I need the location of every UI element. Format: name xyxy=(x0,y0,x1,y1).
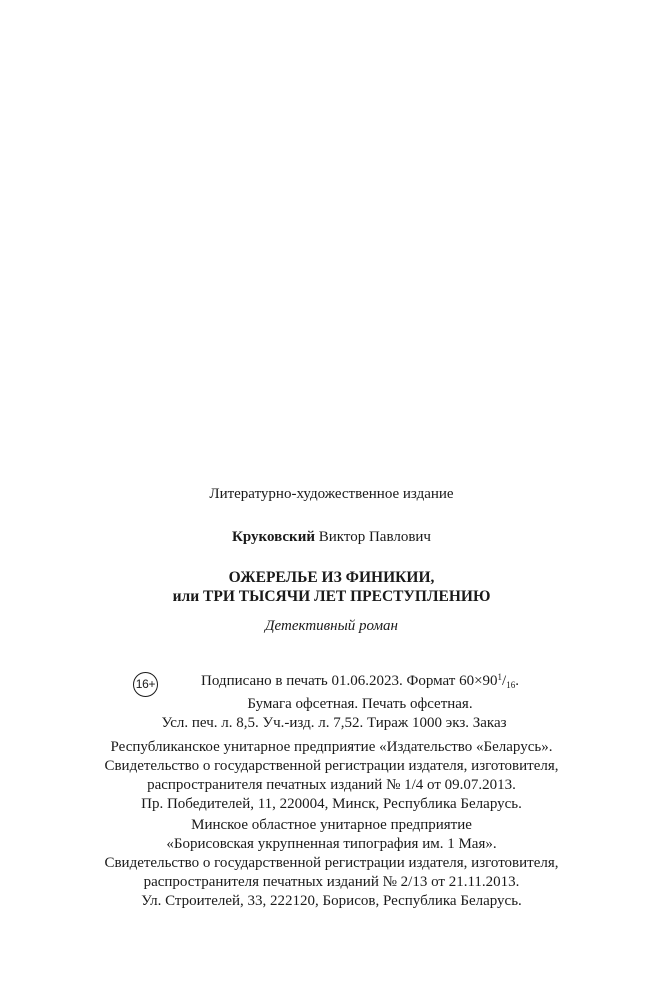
publisher-line-4: Пр. Победителей, 11, 220004, Минск, Республика Беларусь. xyxy=(141,796,522,812)
printer-line-1: Минское областное унитарное предприятие xyxy=(191,817,472,833)
printer-line-2: «Борисовская укрупненная типография им. 1 Мая». xyxy=(166,836,497,852)
printer-info xyxy=(0,816,663,911)
title-line-2: или ТРИ ТЫСЯЧИ ЛЕТ ПРЕСТУПЛЕНИЮ xyxy=(172,588,491,605)
publisher-line-2: Свидетельство о государственной регистрации издателя, изготовителя, xyxy=(104,758,559,774)
format-numerator: 1 xyxy=(497,672,503,682)
genre xyxy=(0,617,663,636)
print-info-line-1: Подписано в печать 01.06.2023. Формат $60\times 90^1/_{16}$. xyxy=(201,672,519,690)
age-rating-badge: 16+ xyxy=(133,672,158,697)
publisher-line-1: Республиканское унитарное предприятие «Издательство «Беларусь». xyxy=(110,739,553,755)
genre-text: Детективный роман xyxy=(265,618,398,634)
print-info-line-2: Бумага офсетная. Печать офсетная. xyxy=(247,696,473,712)
edition-type-text: Литературно-художественное издание xyxy=(209,486,454,502)
printer-line-4: распространителя печатных изданий № 2/13 от 21.11.2013. xyxy=(143,874,520,890)
print-info xyxy=(161,668,550,733)
printer-line-5: Ул. Строителей, 33, 222120, Борисов, Республика Беларусь. xyxy=(141,893,522,909)
print-info-line-3: Усл. печ. л. 8,5. Уч.-изд. л. 7,52. Тираж 1000 экз. Заказ xyxy=(161,715,507,731)
book-title xyxy=(0,568,663,606)
author-name: Виктор Павлович xyxy=(318,529,431,545)
printer-line-3: Свидетельство о государственной регистрации издателя, изготовителя, xyxy=(104,855,559,871)
publisher-line-3: распространителя печатных изданий № 1/4 от 09.07.2013. xyxy=(147,777,516,793)
publisher-info xyxy=(0,738,663,814)
edition-type xyxy=(0,485,663,504)
author-line xyxy=(0,528,663,547)
author-surname: Круковский xyxy=(232,529,315,545)
title-line-1: ОЖЕРЕЛЬЕ ИЗ ФИНИКИИ, xyxy=(228,569,435,586)
format-denominator: 16 xyxy=(506,680,516,690)
